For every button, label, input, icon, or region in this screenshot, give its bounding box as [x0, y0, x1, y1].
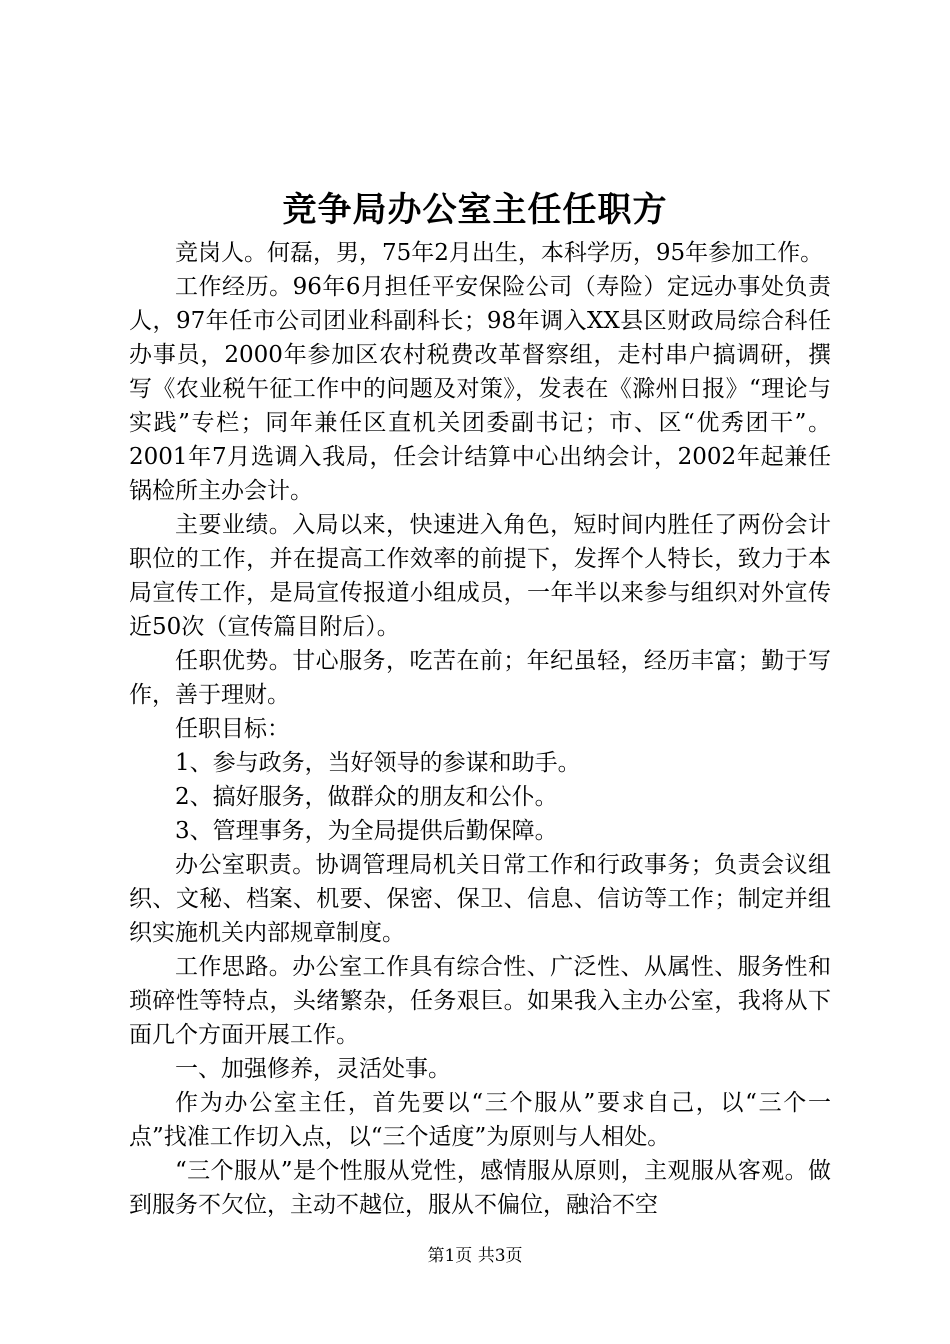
- list-item: 3、管理事务，为全局提供后勤保障。: [175, 818, 558, 844]
- paragraph: 工作思路。办公室工作具有综合性、广泛性、从属性、服务性和琐碎性等特点，头绪繁杂，任务艰巨。如果我入主办公室，我将从下面几个方面开展工作。: [129, 954, 831, 1048]
- list-item: 1、参与政务，当好领导的参谋和助手。: [175, 750, 581, 776]
- paragraph: “三个服从”是个性服从党性，感情服从原则，主观服从客观。做到服务不欠位，主动不越位，服从不偏位，融洽不空: [129, 1158, 831, 1218]
- document-title: 竞争局办公室主任任职方: [282, 190, 668, 230]
- document-body: [129, 236, 831, 1222]
- section-heading: 一、加强修养，灵活处事。: [175, 1056, 451, 1082]
- paragraph: 主要业绩。入局以来，快速进入角色，短时间内胜任了两份会计职位的工作，并在提高工作效率的前提下，发挥个人特长，致力于本局宣传工作，是局宣传报道小组成员，一年半以来参与组织对外宣传近50次（宣传篇目附后）。: [129, 512, 831, 640]
- paragraph: 竞岗人。何磊，男，75年2月出生，本科学历，95年参加工作。: [175, 240, 824, 266]
- page-number-footer: 第1页 共3页: [427, 1246, 523, 1266]
- paragraph: 任职优势。甘心服务，吃苦在前；年纪虽轻，经历丰富；勤于写作，善于理财。: [129, 648, 831, 708]
- paragraph: 作为办公室主任，首先要以“三个服从”要求自己，以“三个一点”找准工作切入点，以“三个适度”为原则与人相处。: [129, 1090, 831, 1150]
- paragraph: 办公室职责。协调管理局机关日常工作和行政事务；负责会议组织、文秘、档案、机要、保密、保卫、信息、信访等工作；制定并组织实施机关内部规章制度。: [129, 852, 831, 946]
- paragraph: 任职目标：: [175, 716, 290, 742]
- paragraph: 工作经历。96年6月担任平安保险公司（寿险）定远办事处负责人，97年任市公司团业科副科长；98年调入XX县区财政局综合科任办事员，2000年参加区农村税费改革督察组，走村串户搞调研，撰写《农业税午征工作中的问题及对策》，发表在《滁州日报》“理论与实践”专栏；同年兼任区直机关团委副书记；市、区“优秀团干”。2001年7月选调入我局，任会计结算中心出纳会计，2002年起兼任锅检所主办会计。: [129, 274, 831, 504]
- list-item: 2、搞好服务，做群众的朋友和公仆。: [175, 784, 558, 810]
